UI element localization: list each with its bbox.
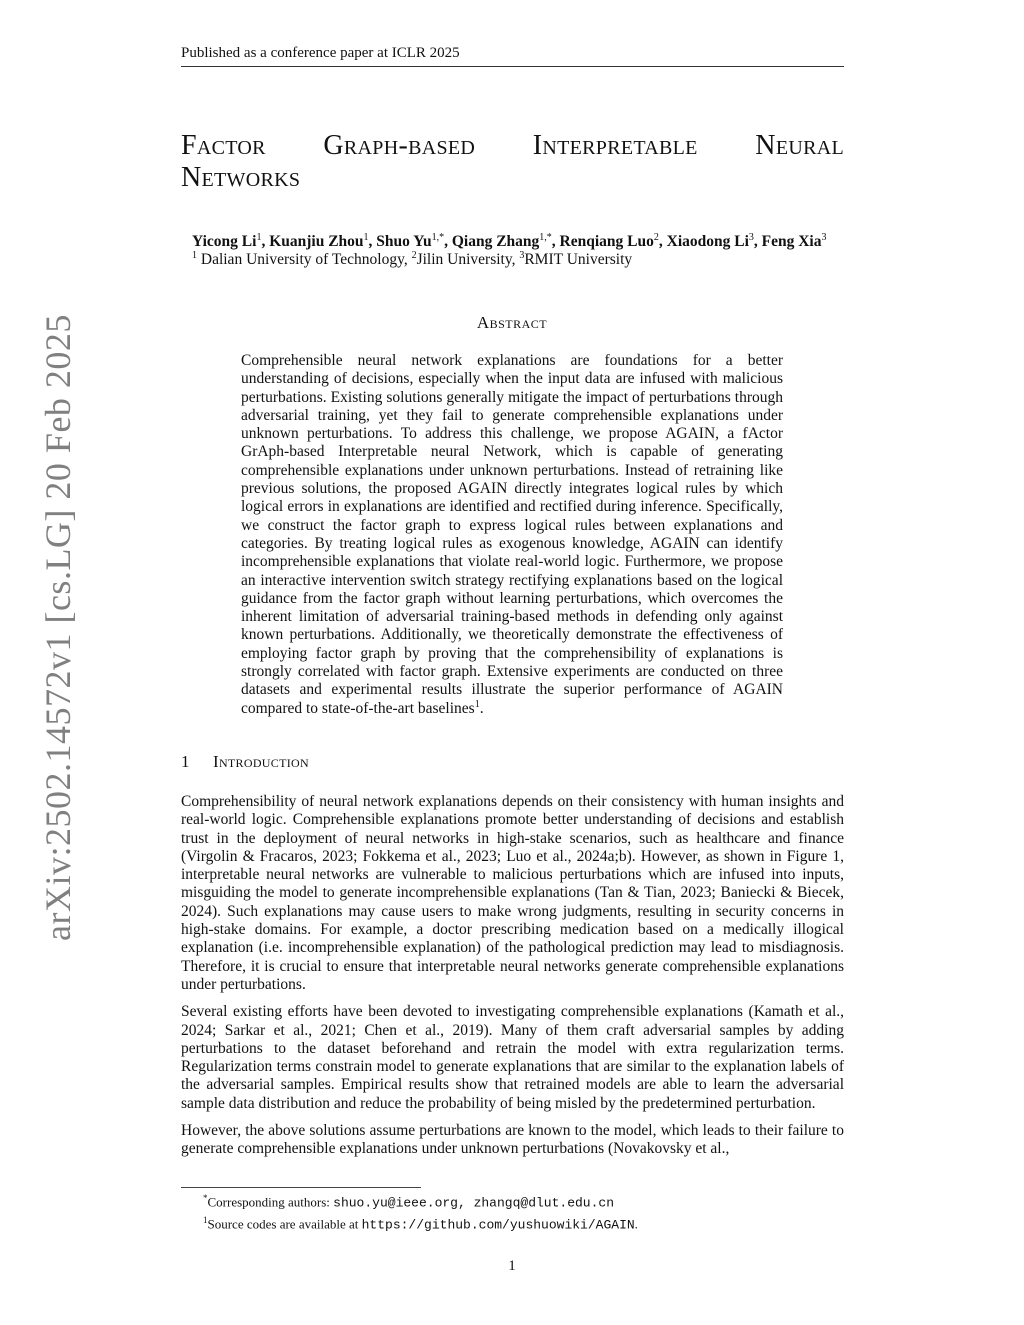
- affiliation-separator: ,: [403, 251, 412, 269]
- arxiv-identifier[interactable]: arXiv:2502.14572v1 [cs.LG] 20 Feb 2025: [38, 314, 78, 941]
- author-name: Shuo Yu: [376, 233, 432, 251]
- section-title: Introduction: [213, 752, 309, 771]
- introduction-text: [181, 793, 844, 1168]
- author-affiliation-mark: 1,*: [431, 232, 445, 243]
- author-affiliation-mark: 3: [821, 232, 827, 243]
- footnote-label: Corresponding authors:: [207, 1194, 334, 1210]
- header-rule: [181, 66, 844, 67]
- abstract-end: .: [479, 699, 484, 717]
- author-separator: ,: [658, 233, 667, 251]
- author-name: Xiaodong Li: [666, 233, 749, 251]
- footnote-source-code: [181, 1212, 881, 1234]
- running-header: Published as a conference paper at ICLR 2025: [181, 45, 460, 61]
- author-separator: ,: [753, 233, 762, 251]
- title-word: Networks: [181, 162, 301, 193]
- abstract-text: Comprehensible neural network explanations are foundations for a better understanding of decisions, especially when the input data are infused with malicious perturbations. Existing solutions generally mitigate the impact of perturbations through adversarial training, yet they fail to generate comprehensible explanations under unknown perturbations. To address this challenge, we propose AGAIN, a fActor GrAph-based Interpretable neural Network, which is capable of generating comprehensible explanations under unknown perturbations. Instead of retraining like previous solutions, the proposed AGAIN directly integrates logical rules by which logical errors in explanations are identified and rectified during inference. Specifically, we construct the factor graph to express logical rules between explanations and categories. By treating logical rules as exogenous knowledge, AGAIN can identify incomprehensible explanations that violate real-world logic. Furthermore, we propose an interactive intervention switch strategy rectifying explanations based on the logical guidance from the factor graph without learning perturbations, which overcomes the inherent limitation of adversarial training-based methods in defending only against known perturbations. Additionally, we theoretically demonstrate the effectiveness of employing factor graph by proving that the comprehensibility of explanations is strongly correlated with factor graph. Extensive experiments are conducted on three datasets and experimental results illustrate the superior performance of AGAIN compared to state-of-the-art baselines: [241, 352, 783, 717]
- author-name: Qiang Zhang: [451, 233, 540, 251]
- title-word: Graph-based: [323, 130, 476, 161]
- author-emails[interactable]: shuo.yu@ieee.org, zhangq@dlut.edu.cn: [333, 1195, 615, 1211]
- affiliation-separator: ,: [511, 251, 520, 269]
- affiliation-mark: 3: [519, 250, 525, 261]
- author-affiliation-mark: 1: [363, 232, 369, 243]
- title-word: Neural: [755, 130, 844, 161]
- section-heading: [181, 752, 309, 772]
- author-affiliation-mark: 1: [256, 232, 262, 243]
- affiliation-mark: 1: [192, 250, 197, 261]
- section-number: 1: [181, 752, 190, 771]
- paper-title: [181, 130, 844, 194]
- affiliation-mark: 2: [411, 250, 417, 261]
- page-number: 1: [508, 1258, 516, 1274]
- author-separator: ,: [551, 233, 560, 251]
- author-separator: ,: [368, 233, 377, 251]
- footnote-mark: *: [203, 1193, 208, 1203]
- footnote-corresponding: [181, 1190, 881, 1212]
- title-word: Interpretable: [532, 130, 698, 161]
- footnote-end: .: [634, 1216, 638, 1232]
- author-name: Feng Xia: [761, 233, 822, 251]
- affiliation-name: Jilin University: [416, 251, 512, 269]
- author-name: Yicong Li: [192, 233, 257, 251]
- source-code-link[interactable]: https://github.com/yushuowiki/AGAIN: [361, 1217, 635, 1233]
- author-affiliation-mark: 3: [748, 232, 754, 243]
- footnote-rule: [181, 1187, 421, 1188]
- author-separator: ,: [261, 233, 270, 251]
- abstract-body: [241, 352, 783, 718]
- footnotes: [181, 1190, 881, 1234]
- affiliation-list: [192, 246, 892, 269]
- author-affiliation-mark: 2: [653, 232, 659, 243]
- author-affiliation-mark: 1,*: [539, 232, 552, 243]
- footnote-label: Source codes are available at: [207, 1216, 362, 1232]
- title-word: Factor: [181, 130, 266, 161]
- paragraph: Several existing efforts have been devoted to investigating comprehensible explanations (Kamath et al., 2024; Sarkar et al., 2021; Chen et al., 2019). Many of them craft adversarial samples by adding perturbations to the dataset beforehand and retrain the model with extra regularization terms. Regularization terms constrain model to generate explanations that are similar to the explanation labels of the adversarial samples. Empirical results show that retrained models are able to learn the adversarial sample data distribution and reduce the probability of being misled by the predetermined perturbation.: [181, 1003, 844, 1112]
- paragraph: Comprehensibility of neural network explanations depends on their consistency with human insights and real-world logic. Comprehensible explanations promote better understanding of decisions and establish trust in the deployment of neural networks in high-stake scenarios, such as healthcare and finance (Virgolin & Fracaros, 2023; Fokkema et al., 2023; Luo et al., 2024a;b). However, as shown in Figure 1, interpretable neural networks are vulnerable to malicious perturbations which are infused into inputs, misguiding the model to generate incomprehensible explanations (Tan & Tian, 2023; Baniecki & Biecek, 2024). Such explanations may cause users to make wrong judgments, resulting in security concerns in high-stake domains. For example, a doctor prescribing medication based on a medically illogical explanation (i.e. incomprehensible explanation) of the pathological prediction may lead to misdiagnosis. Therefore, it is crucial to ensure that interpretable neural networks generate comprehensible explanations under perturbations.: [181, 793, 844, 993]
- footnote-mark: 1: [203, 1214, 208, 1225]
- affiliation-name: RMIT University: [524, 251, 633, 269]
- affiliation-name: Dalian University of Technology: [197, 251, 404, 269]
- footnote-marker: 1: [474, 698, 480, 710]
- abstract-heading: Abstract: [476, 313, 548, 332]
- author-name: Kuanjiu Zhou: [269, 233, 364, 251]
- paragraph: However, the above solutions assume perturbations are known to the model, which leads to their failure to generate comprehensible explanations under unknown perturbations (Novakovsky et al.,: [181, 1122, 844, 1158]
- author-separator: ,: [444, 233, 452, 251]
- author-name: Renqiang Luo: [559, 233, 654, 251]
